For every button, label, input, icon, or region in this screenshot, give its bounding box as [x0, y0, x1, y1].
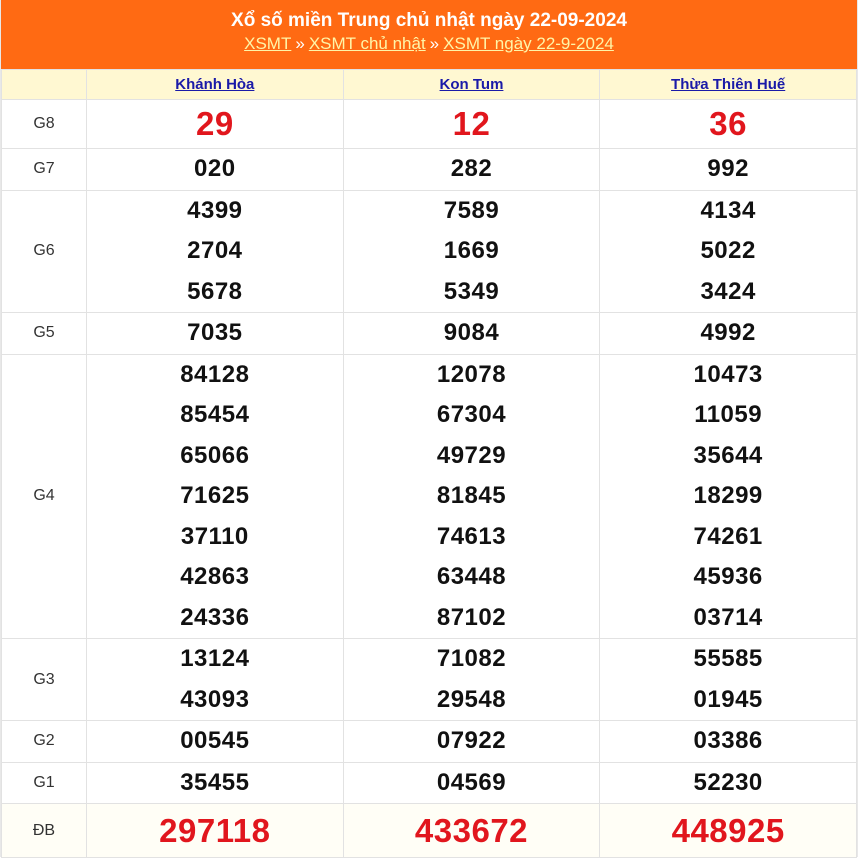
prize-number: 7035 [187, 319, 243, 346]
prize-cell [600, 639, 857, 721]
prize-label: G7 [2, 149, 87, 191]
prize-cell [343, 639, 600, 721]
prize-number: 43093 [180, 685, 250, 713]
corner-cell [2, 70, 87, 100]
prize-number: 4992 [700, 319, 756, 346]
prize-label: ĐB [2, 804, 87, 858]
prize-label: G5 [2, 313, 87, 355]
prize-cell [600, 354, 857, 639]
prize-row-db [2, 804, 857, 858]
prize-number: 13124 [180, 645, 250, 672]
prize-cell [343, 762, 600, 804]
prize-number: 1669 [443, 237, 500, 264]
prize-number: 42863 [180, 563, 250, 590]
prize-number: 84128 [180, 360, 250, 388]
prize-number: 12078 [436, 360, 507, 388]
prize-number: 74261 [693, 522, 763, 550]
prize-number: 992 [707, 155, 749, 182]
prize-number: 01945 [693, 685, 763, 713]
prize-number: 63448 [436, 563, 507, 590]
prize-number: 37110 [180, 522, 249, 550]
prize-cell [343, 100, 600, 149]
breadcrumb-link-xsmt-sunday[interactable]: XSMT chủ nhật [308, 34, 426, 53]
prize-number: 29548 [436, 685, 507, 713]
prize-cell [87, 762, 344, 804]
prize-number: 74613 [436, 522, 507, 550]
prize-label: G2 [2, 721, 87, 763]
prize-number: 36 [709, 105, 748, 142]
prize-number: 29 [195, 105, 234, 142]
prize-cell [87, 639, 344, 721]
breadcrumb-link-xsmt[interactable]: XSMT [244, 34, 292, 53]
prize-number: 5678 [187, 277, 243, 305]
prize-number: 35644 [693, 441, 763, 469]
province-link-thua-thien-hue[interactable]: Thừa Thiên Huế [671, 76, 786, 93]
prize-number: 12 [452, 105, 491, 142]
prize-cell [600, 721, 857, 763]
province-header [87, 70, 344, 100]
prize-cell [343, 190, 600, 313]
prize-cell [343, 149, 600, 191]
prize-cell [87, 721, 344, 763]
results-table [1, 69, 857, 858]
prize-number: 18299 [693, 482, 763, 509]
prize-cell [343, 313, 600, 355]
breadcrumb [1, 33, 857, 55]
prize-number: 4399 [187, 196, 243, 224]
prize-number: 11059 [694, 401, 763, 428]
prize-cell [600, 762, 857, 804]
prize-row-g6 [2, 190, 857, 313]
prize-number: 55585 [693, 645, 763, 672]
prize-number: 9084 [443, 319, 500, 346]
prize-cell [87, 354, 344, 639]
prize-cell [87, 149, 344, 191]
prize-row-g3 [2, 639, 857, 721]
prize-number: 297118 [159, 812, 271, 849]
province-header-row [2, 70, 857, 100]
prize-number: 3424 [700, 277, 756, 305]
prize-row-g4 [2, 354, 857, 639]
province-link-kon-tum[interactable]: Kon Tum [439, 76, 504, 93]
prize-number: 07922 [436, 727, 507, 754]
prize-label: G1 [2, 762, 87, 804]
prize-number: 448925 [671, 812, 785, 849]
prize-cell [600, 804, 857, 858]
prize-row-g1 [2, 762, 857, 804]
prize-number: 71082 [436, 645, 507, 672]
prize-number: 85454 [180, 401, 250, 428]
prize-number: 03386 [693, 727, 763, 754]
prize-cell [343, 354, 600, 639]
prize-label: G3 [2, 639, 87, 721]
prize-cell [600, 313, 857, 355]
breadcrumb-separator: » [295, 34, 305, 53]
prize-number: 87102 [436, 603, 507, 631]
prize-number: 65066 [180, 441, 250, 469]
prize-number: 10473 [693, 360, 763, 388]
prize-rows [2, 100, 857, 858]
prize-row-g5 [2, 313, 857, 355]
prize-row-g8 [2, 100, 857, 149]
prize-number: 00545 [180, 727, 250, 754]
prize-row-g2 [2, 721, 857, 763]
prize-cell [600, 100, 857, 149]
prize-number: 5349 [443, 277, 500, 305]
prize-number: 433672 [414, 812, 529, 849]
prize-cell [343, 721, 600, 763]
prize-number: 35455 [180, 768, 250, 796]
prize-number: 282 [450, 155, 493, 182]
province-header [343, 70, 600, 100]
prize-number: 45936 [693, 563, 763, 590]
breadcrumb-separator: » [429, 34, 440, 53]
prize-cell [600, 190, 857, 313]
results-header [1, 0, 857, 69]
prize-number: 020 [194, 155, 236, 182]
page-title: Xổ số miền Trung chủ nhật ngày 22-09-2024 [231, 10, 627, 31]
province-link-khanh-hoa[interactable]: Khánh Hòa [175, 76, 255, 93]
prize-cell [600, 149, 857, 191]
prize-cell [87, 313, 344, 355]
prize-cell [87, 100, 344, 149]
prize-number: 52230 [693, 768, 763, 796]
prize-number: 4134 [700, 196, 756, 224]
prize-number: 71625 [180, 482, 250, 509]
prize-cell [87, 804, 344, 858]
prize-row-g7 [2, 149, 857, 191]
prize-label: G4 [2, 354, 87, 639]
prize-number: 2704 [187, 237, 243, 264]
prize-number: 49729 [436, 441, 507, 469]
province-header [600, 70, 857, 100]
breadcrumb-link-xsmt-date[interactable]: XSMT ngày 22-9-2024 [443, 34, 614, 53]
prize-number: 7589 [443, 196, 500, 224]
prize-cell [343, 804, 600, 858]
prize-cell [87, 190, 344, 313]
prize-number: 81845 [436, 482, 507, 509]
prize-number: 24336 [180, 603, 250, 631]
prize-label: G8 [2, 100, 87, 149]
prize-number: 04569 [436, 768, 507, 796]
prize-label: G6 [2, 190, 87, 313]
prize-number: 5022 [700, 237, 756, 264]
prize-number: 67304 [436, 401, 507, 428]
prize-number: 03714 [693, 603, 763, 631]
